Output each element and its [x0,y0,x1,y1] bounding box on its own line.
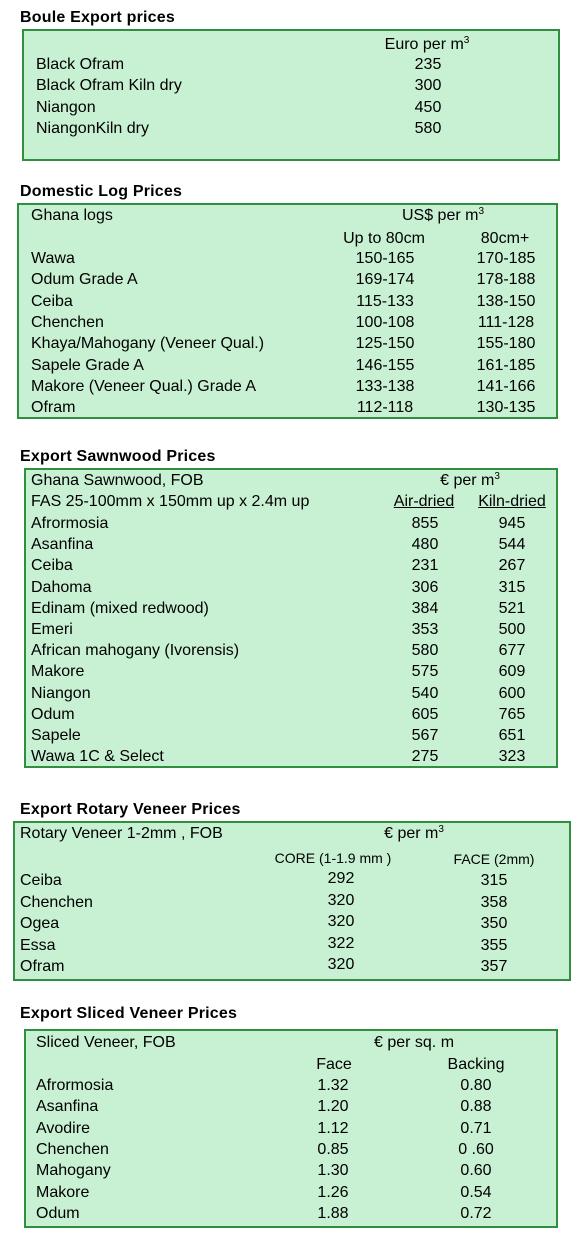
rotary-row-name: Ogea [20,915,60,932]
domestic-row-name: Ofram [31,399,76,416]
domestic-row-v2: 138-150 [476,293,536,310]
domestic-row-name: Ceiba [31,293,73,310]
rotary-header-label: Rotary Veneer 1-2mm , FOB [20,825,223,842]
sawn-row-v2: 315 [498,579,526,596]
sawn-row-name: Niangon [31,685,91,702]
domestic-row-v1: 112-118 [356,399,414,416]
sliced-col2-header: Backing [447,1056,505,1073]
sawn-row-name: Odum [31,706,75,723]
boule-row-price: 235 [414,56,442,73]
domestic-title: Domestic Log Prices [20,183,183,200]
domestic-row-v2: 130-135 [476,399,536,416]
domestic-row-v2: 161-185 [476,357,536,374]
sliced-row-name: Avodire [36,1120,90,1137]
domestic-row-name: Odum Grade A [31,271,138,288]
sliced-row-v2: 0.60 [460,1162,492,1179]
sawn-title: Export Sawnwood Prices [20,448,216,465]
sawn-row-v2: 765 [498,706,526,723]
sawn-row-name: Wawa 1C & Select [31,748,164,765]
sawn-row-v2: 677 [498,642,526,659]
sawn-row-name: African mahogany (Ivorensis) [31,642,240,659]
rotary-row-v2: 355 [480,937,508,954]
domestic-row-v2: 141-166 [476,378,536,395]
sawn-row-v2: 600 [498,685,526,702]
boule-row-price: 300 [414,77,442,94]
sliced-row-v1: 1.12 [317,1120,349,1137]
sawn-row-v1: 275 [411,748,439,765]
sawn-row-v1: 231 [411,557,439,574]
domestic-row-name: Khaya/Mahogany (Veneer Qual.) [31,335,265,352]
boule-title: Boule Export prices [20,9,175,26]
sawn-row-v1: 605 [411,706,439,723]
domestic-row-name: Makore (Veneer Qual.) Grade A [31,378,256,395]
domestic-header-label: Ghana logs [31,207,113,224]
sliced-row-v2: 0.72 [460,1205,492,1222]
domestic-row-v1: 100-108 [355,314,415,331]
domestic-row-v2: 155-180 [476,335,536,352]
sliced-row-v2: 0.54 [460,1184,492,1201]
sawn-row-name: Emeri [31,621,73,638]
boule-row-name: Niangon [36,99,96,116]
domestic-row-v2: 111-128 [477,314,535,331]
domestic-row-name: Sapele Grade A [31,357,144,374]
sliced-row-v2: 0.88 [460,1098,492,1115]
sliced-row-name: Asanfina [36,1098,99,1115]
sliced-row-v2: 0.71 [460,1120,492,1137]
rotary-row-v2: 357 [480,958,508,975]
domestic-unit-header: US$ per $m^3$ [401,206,485,224]
sawn-row-v1: 855 [411,515,439,532]
sliced-title: Export Sliced Veneer Prices [20,1005,238,1022]
boule-row-name: Black Ofram [36,56,125,73]
sliced-row-v1: 1.88 [317,1205,349,1222]
sawn-row-v2: 945 [498,515,526,532]
sliced-row-name: Odum [36,1205,80,1222]
sawn-header-label: Ghana Sawnwood, FOB [31,472,204,489]
sliced-row-v2: 0.80 [460,1077,492,1094]
domestic-row-v1: 125-150 [355,335,415,352]
domestic-row-v1: 146-155 [355,357,415,374]
sliced-row-v1: 1.20 [317,1098,349,1115]
sawn-row-v1: 575 [411,663,439,680]
sawn-row-v1: 580 [411,642,439,659]
rotary-row-v1: 292 [327,870,355,887]
sliced-header-label: Sliced Veneer, FOB [36,1034,176,1051]
domestic-row-name: Wawa [31,250,75,267]
sawn-col2-header: Kiln-dried [478,493,546,510]
rotary-row-name: Essa [20,937,56,954]
sawn-row-name: Ceiba [31,557,73,574]
boule-row-name: NiangonKiln dry [36,120,149,137]
rotary-row-name: Chenchen [20,894,93,911]
sawn-row-name: Edinam (mixed redwood) [31,600,209,617]
sawn-row-v2: 323 [498,748,526,765]
rotary-col1-header: CORE (1-1.9 mm ) [274,850,392,866]
sliced-row-v2: 0 .60 [458,1141,494,1158]
rotary-row-v2: 350 [480,915,508,932]
domestic-row-v2: 178-188 [476,271,536,288]
sliced-row-v1: 0.85 [317,1141,349,1158]
sawn-row-v1: 306 [411,579,439,596]
sliced-row-v1: 1.26 [317,1184,349,1201]
sliced-row-v1: 1.32 [317,1077,349,1094]
sawn-row-v2: 609 [498,663,526,680]
sawn-row-name: Afrormosia [31,515,109,532]
sliced-col1-header: Face [316,1056,352,1073]
domestic-row-v1: 115-133 [356,293,414,310]
domestic-col1-header: Up to 80cm [343,230,425,247]
sawn-row-name: Sapele [31,727,81,744]
sawn-row-v2: 500 [498,621,526,638]
sawn-row-v2: 521 [498,600,526,617]
sawn-row-v1: 384 [411,600,439,617]
sawn-row-v1: 567 [411,727,439,744]
sawn-col1-header: Air-dried [393,493,455,510]
sliced-row-v1: 1.30 [317,1162,349,1179]
rotary-row-v1: 320 [327,956,355,973]
boule-row-price: 450 [414,99,442,116]
sawn-row-v1: 540 [411,685,439,702]
sawn-row-v2: 651 [498,727,526,744]
domestic-row-v1: 150-165 [355,250,415,267]
domestic-row-name: Chenchen [31,314,104,331]
sawn-row-v1: 353 [411,621,439,638]
rotary-row-v1: 320 [327,892,355,909]
sawn-sub-label: FAS 25-100mm x 150mm up x 2.4m up [31,493,310,510]
sliced-row-name: Mahogany [36,1162,111,1179]
domestic-row-v1: 133-138 [355,378,415,395]
rotary-row-v2: 358 [480,894,508,911]
sawn-row-name: Asanfina [31,536,94,553]
sawn-unit-header: € per $m^3$ [440,471,500,489]
domestic-row-v1: 169-174 [355,271,415,288]
sawn-row-v1: 480 [411,536,439,553]
boule-row-price: 580 [414,120,442,137]
rotary-row-name: Ceiba [20,872,62,889]
sawn-row-name: Dahoma [31,579,92,596]
rotary-col2-header: FACE (2mm) [453,851,535,867]
boule-row-name: Black Ofram Kiln dry [36,77,182,94]
boule-unit-header: Euro per $m^3$ [384,35,470,53]
domestic-row-v2: 170-185 [476,250,536,267]
sawn-row-v2: 267 [498,557,526,574]
rotary-title: Export Rotary Veneer Prices [20,801,241,818]
sawn-row-v2: 544 [498,536,526,553]
rotary-row-v1: 320 [327,913,355,930]
sliced-unit-header: € per sq. m [373,1034,455,1051]
sawn-row-name: Makore [31,663,85,680]
rotary-row-name: Ofram [20,958,65,975]
sliced-row-name: Chenchen [36,1141,109,1158]
sliced-row-name: Afrormosia [36,1077,114,1094]
rotary-row-v2: 315 [480,872,508,889]
sliced-row-name: Makore [36,1184,90,1201]
domestic-col2-header: 80cm+ [480,230,530,247]
rotary-unit-header: € per $m^3$ [384,824,444,842]
rotary-row-v1: 322 [327,935,355,952]
